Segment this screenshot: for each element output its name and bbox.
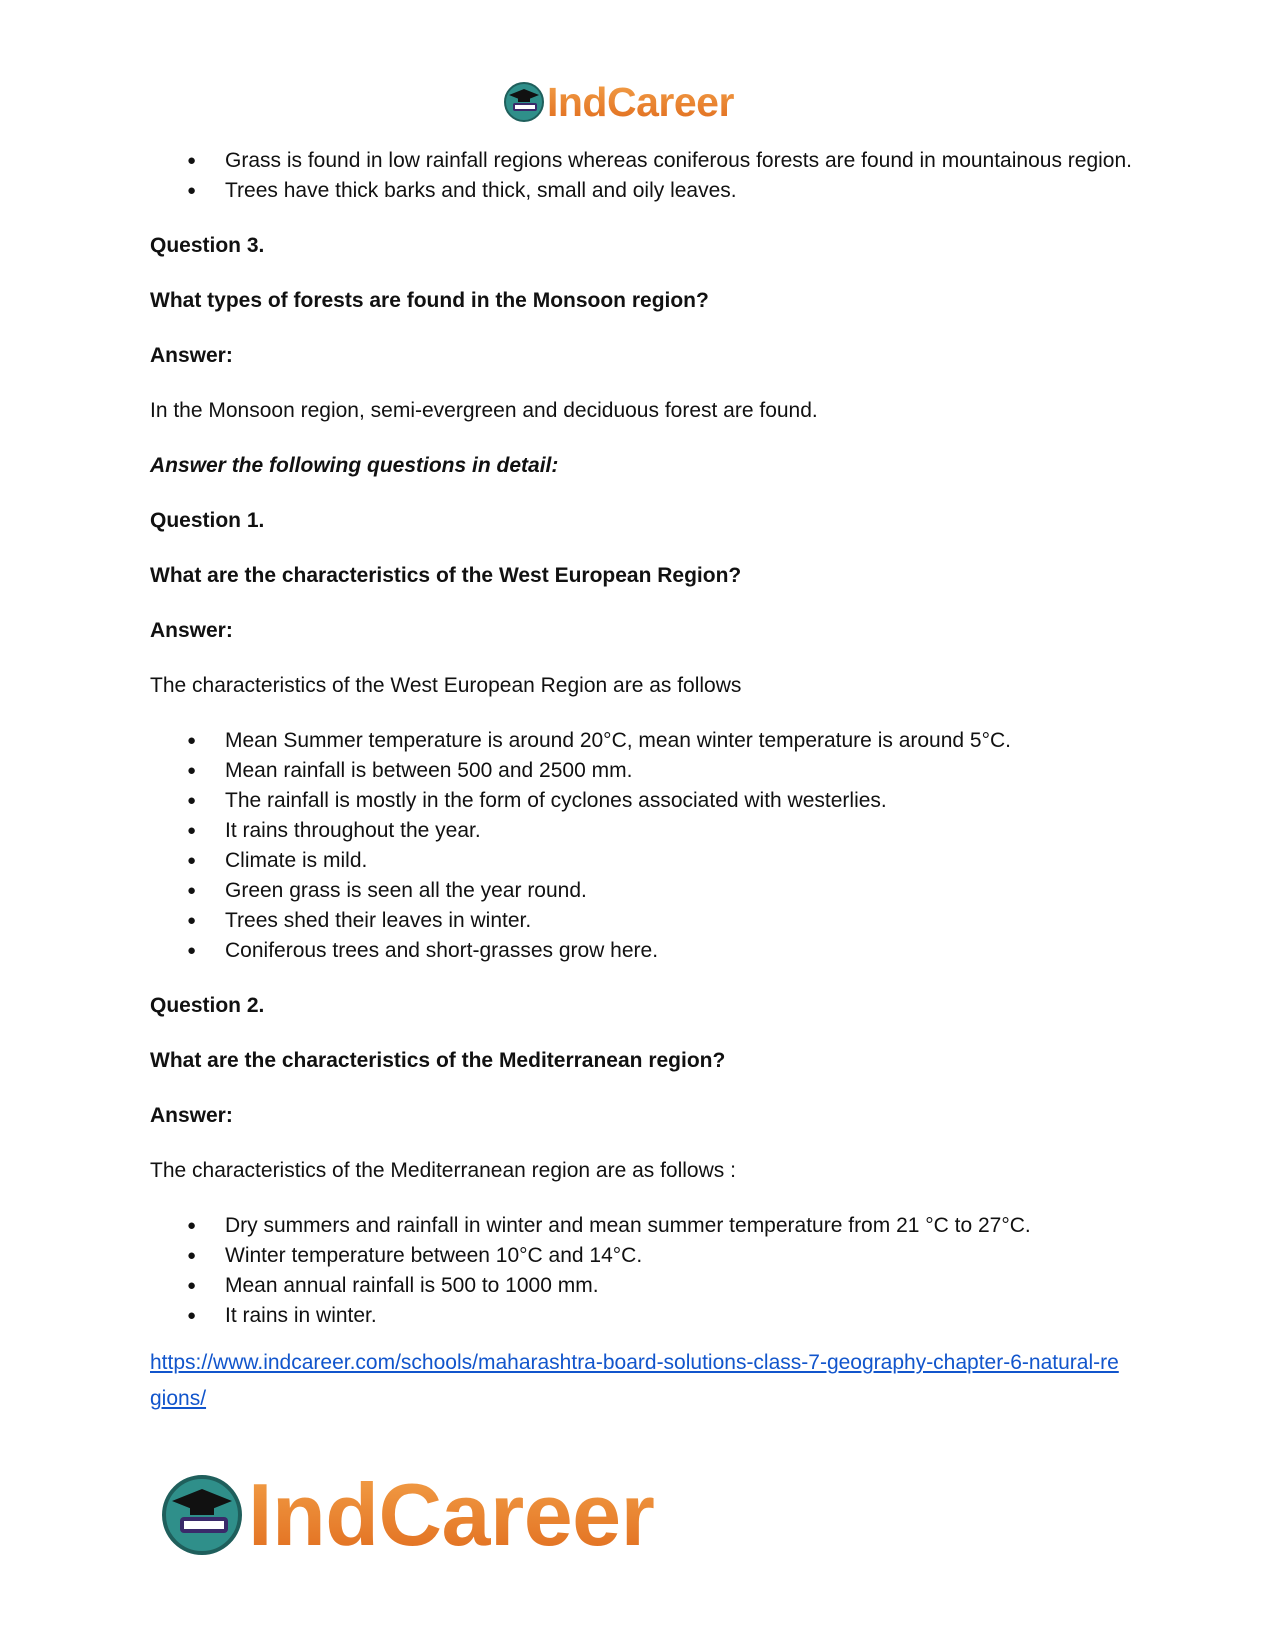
top-bullet-list — [150, 146, 1150, 206]
list-item: ● Mean annual rainfall is 500 to 1000 mm. — [225, 1271, 1150, 1301]
answer-text: In the Monsoon region, semi-evergreen and deciduous forest are found. — [150, 399, 818, 422]
question-text: What types of forests are found in the Monsoon region? — [150, 289, 709, 312]
list-item: ● Climate is mild. — [225, 846, 1150, 876]
footer-logo — [160, 1465, 655, 1564]
graduation-globe-icon — [160, 1473, 244, 1557]
list-item: ● It rains in winter. — [225, 1301, 1150, 1331]
brand-logo-text: IndCareer — [547, 78, 734, 125]
list-item: ● Coniferous trees and short-grasses grow here. — [225, 936, 1150, 966]
list-item: ● Mean rainfall is between 500 and 2500 mm. — [225, 756, 1150, 786]
answer-intro: The characteristics of the Mediterranean region are as follows : — [150, 1159, 736, 1182]
header-logo — [503, 78, 734, 126]
question-label: Question 1. — [150, 509, 265, 532]
answer-label: Answer: — [150, 344, 233, 367]
question-label: Question 3. — [150, 234, 265, 257]
document-body — [150, 146, 1150, 1417]
footer-link[interactable]: https://www.indcareer.com/schools/maharashtra-board-solutions-class-7-geography-chapter-6-natural-regions/ — [150, 1351, 1119, 1410]
section-heading: Answer the following questions in detail: — [150, 454, 559, 477]
list-item: ● Trees have thick barks and thick, small and oily leaves. — [225, 176, 1150, 206]
list-item: ● Winter temperature between 10°C and 14°C. — [225, 1241, 1150, 1271]
question-text: What are the characteristics of the Mediterranean region? — [150, 1049, 726, 1072]
graduation-globe-icon — [503, 81, 545, 123]
list-item: ● Green grass is seen all the year round. — [225, 876, 1150, 906]
west-european-list — [150, 726, 1150, 966]
question-text: What are the characteristics of the West European Region? — [150, 564, 742, 587]
question-label: Question 2. — [150, 994, 265, 1017]
list-item: ● Trees shed their leaves in winter. — [225, 906, 1150, 936]
mediterranean-list — [150, 1211, 1150, 1331]
answer-intro: The characteristics of the West European Region are as follows — [150, 674, 742, 697]
list-item: ● It rains throughout the year. — [225, 816, 1150, 846]
list-item: ● The rainfall is mostly in the form of cyclones associated with westerlies. — [225, 786, 1150, 816]
answer-label: Answer: — [150, 619, 233, 642]
brand-logo-text: IndCareer — [248, 1465, 655, 1564]
list-item: ● Grass is found in low rainfall regions whereas coniferous forests are found in mountainous region. — [225, 146, 1150, 176]
list-item: ● Mean Summer temperature is around 20°C, mean winter temperature is around 5°C. — [225, 726, 1150, 756]
answer-label: Answer: — [150, 1104, 233, 1127]
list-item: ● Dry summers and rainfall in winter and mean summer temperature from 21 °C to 27°C. — [225, 1211, 1150, 1241]
